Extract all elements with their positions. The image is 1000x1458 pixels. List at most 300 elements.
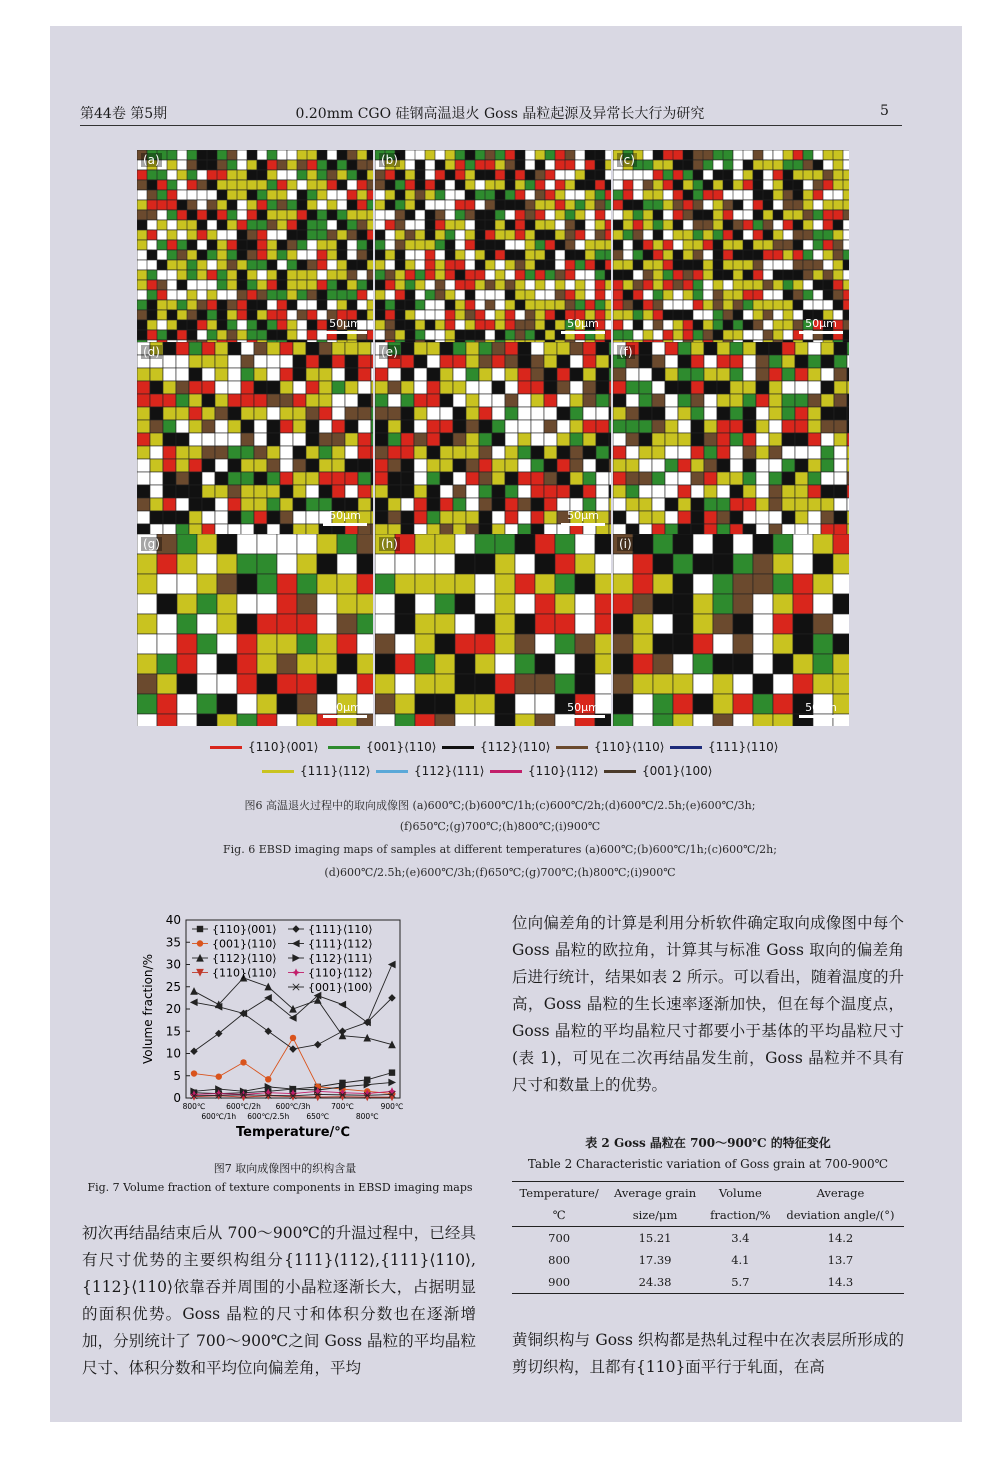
grain xyxy=(375,714,395,726)
grain xyxy=(280,407,293,420)
grain xyxy=(137,407,150,420)
grain xyxy=(395,554,415,574)
grain xyxy=(495,554,515,574)
grain xyxy=(730,342,743,355)
grain xyxy=(401,433,414,446)
grain xyxy=(769,342,782,355)
grain xyxy=(197,270,207,280)
grain xyxy=(228,524,241,534)
grain xyxy=(557,420,570,433)
grain xyxy=(717,407,730,420)
grain xyxy=(535,574,555,594)
grain xyxy=(371,459,373,472)
table-cell: 4.1 xyxy=(731,1253,750,1267)
grain xyxy=(555,594,575,614)
grain xyxy=(613,446,626,459)
grain xyxy=(555,534,575,554)
grain xyxy=(808,407,821,420)
table-cell: 13.7 xyxy=(827,1253,854,1267)
grain xyxy=(834,511,847,524)
grain xyxy=(665,394,678,407)
grain xyxy=(773,574,793,594)
grain xyxy=(319,368,332,381)
header-rule xyxy=(80,125,902,126)
grain xyxy=(833,280,843,290)
grain xyxy=(466,420,479,433)
grain xyxy=(293,433,306,446)
grain xyxy=(357,634,373,654)
grain xyxy=(177,654,197,674)
grain xyxy=(367,210,373,220)
grain xyxy=(375,524,388,534)
grain xyxy=(317,654,337,674)
grain xyxy=(357,260,368,270)
grain xyxy=(197,290,207,300)
grain xyxy=(150,381,163,394)
grain xyxy=(375,446,388,459)
y-tick-label: 15 xyxy=(165,1024,181,1039)
grain xyxy=(803,250,813,260)
grain xyxy=(415,614,435,634)
grain xyxy=(414,368,427,381)
grain xyxy=(596,485,609,498)
grain xyxy=(678,433,691,446)
grain xyxy=(570,355,583,368)
grain xyxy=(753,654,773,674)
grain xyxy=(215,381,228,394)
chart-svg xyxy=(138,910,478,1160)
grain xyxy=(795,446,808,459)
grain xyxy=(795,407,808,420)
grain xyxy=(332,472,345,485)
grain xyxy=(167,240,178,250)
grain xyxy=(319,394,332,407)
grain xyxy=(733,150,744,160)
grain xyxy=(673,694,693,714)
grain xyxy=(595,574,611,594)
grain xyxy=(717,485,730,498)
grain xyxy=(375,511,388,524)
grain xyxy=(150,394,163,407)
grain xyxy=(653,554,673,574)
grain xyxy=(367,320,373,330)
grain xyxy=(605,150,611,160)
grain xyxy=(505,381,518,394)
grain xyxy=(215,511,228,524)
scale-label: 50μm xyxy=(329,317,361,330)
grain xyxy=(557,459,570,472)
grain xyxy=(544,381,557,394)
grain xyxy=(821,420,834,433)
grain xyxy=(415,594,435,614)
grain xyxy=(163,524,176,534)
grain xyxy=(693,554,713,574)
grain xyxy=(583,459,596,472)
grain xyxy=(704,459,717,472)
grain xyxy=(189,342,202,355)
grain xyxy=(327,200,338,210)
grain xyxy=(401,459,414,472)
grain xyxy=(808,420,821,433)
grain xyxy=(492,459,505,472)
grain xyxy=(847,433,849,446)
grain xyxy=(197,200,207,210)
figure6-caption-cn-1: 图6 高温退火过程中的取向成像图 (a)600℃;(b)600℃/1h;(c)600℃/2h;(d)600℃/2.5h;(e)600℃/3h; xyxy=(244,799,756,812)
grain xyxy=(639,394,652,407)
grain xyxy=(653,714,673,726)
grain xyxy=(575,160,585,170)
grain xyxy=(177,160,187,170)
grain xyxy=(570,485,583,498)
grain xyxy=(782,420,795,433)
ebsd-grain-map xyxy=(137,150,373,342)
grain xyxy=(683,230,694,240)
grain xyxy=(375,694,395,714)
data-point xyxy=(293,926,299,932)
grain xyxy=(733,260,744,270)
grain xyxy=(652,472,665,485)
grain xyxy=(332,433,345,446)
grain xyxy=(769,485,782,498)
grain xyxy=(704,433,717,446)
grain xyxy=(317,574,337,594)
grain xyxy=(743,472,756,485)
grain xyxy=(197,180,208,190)
grain xyxy=(415,240,426,250)
data-point xyxy=(293,940,299,946)
grain xyxy=(678,485,691,498)
grain xyxy=(375,614,395,634)
grain xyxy=(427,355,440,368)
grain xyxy=(157,674,177,694)
grain xyxy=(375,381,388,394)
legend-item xyxy=(490,764,598,778)
grain xyxy=(730,498,743,511)
x-tick-label: 650℃ xyxy=(306,1112,330,1121)
grain xyxy=(479,433,492,446)
grain xyxy=(652,511,665,524)
goss-grain-table xyxy=(512,1181,904,1294)
grain xyxy=(639,459,652,472)
grain xyxy=(453,485,466,498)
grain xyxy=(357,554,373,574)
grain xyxy=(475,574,495,594)
grain xyxy=(317,594,337,614)
grain xyxy=(176,524,189,534)
grain xyxy=(217,554,237,574)
grain xyxy=(756,446,769,459)
grain xyxy=(280,381,293,394)
grain xyxy=(287,190,298,200)
grain xyxy=(613,694,633,714)
data-point xyxy=(191,999,197,1005)
grain xyxy=(843,300,849,310)
grain xyxy=(518,459,531,472)
grain xyxy=(137,574,157,594)
ebsd-grain-map xyxy=(613,150,849,342)
grain xyxy=(189,498,202,511)
grain xyxy=(247,210,258,220)
grain xyxy=(293,472,306,485)
grain xyxy=(137,524,150,534)
grain xyxy=(337,534,357,554)
grain xyxy=(717,498,730,511)
grain xyxy=(189,407,202,420)
grain xyxy=(306,420,319,433)
grain xyxy=(713,320,724,330)
grain xyxy=(358,342,371,355)
grain xyxy=(813,614,833,634)
grain xyxy=(293,485,306,498)
grain xyxy=(375,407,388,420)
grain xyxy=(756,498,769,511)
grain xyxy=(583,355,596,368)
table-cell: 14.2 xyxy=(827,1231,854,1245)
grain xyxy=(613,574,633,594)
grain xyxy=(847,368,849,381)
grain xyxy=(228,472,241,485)
grain xyxy=(613,407,626,420)
grain xyxy=(495,714,515,726)
grain xyxy=(137,300,148,310)
grain xyxy=(678,355,691,368)
grain xyxy=(763,310,773,320)
ebsd-grain-map xyxy=(375,534,611,726)
ebsd-grain-map xyxy=(137,342,373,534)
grain xyxy=(306,342,319,355)
panel-label: (i) xyxy=(619,537,632,551)
grain xyxy=(633,280,644,290)
grain xyxy=(147,230,157,240)
grain xyxy=(678,381,691,394)
grain xyxy=(535,190,545,200)
grain xyxy=(544,394,557,407)
grain xyxy=(241,355,254,368)
panel-label: (e) xyxy=(381,345,398,359)
grain xyxy=(531,446,544,459)
grain xyxy=(254,381,267,394)
y-tick-label: 20 xyxy=(165,1002,181,1016)
grain xyxy=(401,407,414,420)
grain xyxy=(357,594,373,614)
grain xyxy=(505,394,518,407)
grain xyxy=(570,446,583,459)
grain xyxy=(665,407,678,420)
grain xyxy=(215,342,228,355)
scale-line xyxy=(799,331,843,334)
grain xyxy=(596,355,609,368)
grain xyxy=(306,459,319,472)
grain xyxy=(713,290,724,300)
table2-title-cn: 表 2 Goss 晶粒在 700～900℃ 的特征变化 xyxy=(585,1136,831,1150)
grain xyxy=(371,433,373,446)
grain xyxy=(280,394,293,407)
grain xyxy=(813,170,823,180)
grain xyxy=(414,459,427,472)
grain xyxy=(215,498,228,511)
grain xyxy=(773,554,793,574)
grain xyxy=(267,190,278,200)
grain xyxy=(332,420,345,433)
grain xyxy=(665,472,678,485)
grain xyxy=(371,368,373,381)
grain xyxy=(847,498,849,511)
grain xyxy=(505,420,518,433)
grain xyxy=(337,260,347,270)
grain xyxy=(492,511,505,524)
grain xyxy=(319,342,332,355)
grain xyxy=(280,485,293,498)
grain xyxy=(395,574,415,594)
grain xyxy=(639,433,652,446)
table-header-cell: Temperature/ xyxy=(512,1182,606,1205)
grain xyxy=(277,714,297,726)
grain xyxy=(717,368,730,381)
grain xyxy=(605,190,611,200)
scale-line xyxy=(561,523,605,526)
grain xyxy=(843,190,849,200)
grain xyxy=(277,330,287,340)
y-axis-label: Volume fraction/% xyxy=(141,954,155,1064)
grain xyxy=(440,446,453,459)
grain xyxy=(808,459,821,472)
grain xyxy=(753,634,773,654)
grain xyxy=(405,330,416,340)
grain xyxy=(319,407,332,420)
grain xyxy=(401,342,414,355)
grain xyxy=(228,420,241,433)
grain xyxy=(163,407,176,420)
grain xyxy=(241,498,254,511)
grain xyxy=(544,420,557,433)
grain xyxy=(347,250,357,260)
grain xyxy=(834,433,847,446)
grain xyxy=(189,355,202,368)
grain xyxy=(163,485,176,498)
grain xyxy=(485,220,496,230)
grain xyxy=(440,472,453,485)
grain xyxy=(332,394,345,407)
grain xyxy=(440,511,453,524)
grain xyxy=(293,368,306,381)
grain xyxy=(479,498,492,511)
grain xyxy=(585,300,595,310)
grain xyxy=(337,674,357,694)
grain xyxy=(197,300,207,310)
grain xyxy=(633,654,653,674)
grain xyxy=(147,190,158,200)
table-row xyxy=(512,1249,904,1271)
grain xyxy=(385,170,396,180)
grain xyxy=(453,433,466,446)
scale-line xyxy=(799,715,843,718)
grain xyxy=(808,472,821,485)
grain xyxy=(821,407,834,420)
grain xyxy=(241,511,254,524)
grain xyxy=(227,240,238,250)
grain xyxy=(769,472,782,485)
ebsd-map-panel xyxy=(613,150,849,342)
x-axis-label: Temperature/℃ xyxy=(236,1125,350,1140)
grain xyxy=(623,320,634,330)
grain xyxy=(257,714,277,726)
grain xyxy=(763,220,773,230)
grain xyxy=(306,511,319,524)
grain xyxy=(535,714,555,726)
grain xyxy=(515,574,535,594)
grain xyxy=(795,498,808,511)
data-point xyxy=(293,955,299,961)
grain xyxy=(639,524,652,534)
grain xyxy=(217,594,237,614)
data-point xyxy=(290,1035,296,1041)
scale-label: 50μm xyxy=(567,317,599,330)
grain xyxy=(605,300,611,310)
grain xyxy=(228,394,241,407)
grain xyxy=(395,654,415,674)
paragraph-left: 初次再结晶结束后从 700～900℃的升温过程中，已经具有尺寸优势的主要织构组分{111}⟨112⟩,{111}⟨110⟩,{112}⟨110⟩依靠吞并周围的小晶粒逐渐长大，占据明显的面积优势。Goss 晶粒的尺寸和体积分数也在逐渐增加，分别统计了 700～900℃之间 Goss 晶粒的平均晶粒尺寸、体积分数和平均位向偏差角，平均 xyxy=(82,1224,476,1377)
grain xyxy=(197,594,217,614)
grain xyxy=(317,534,337,554)
grain xyxy=(833,594,849,614)
grain xyxy=(357,170,367,180)
grain xyxy=(414,407,427,420)
grain xyxy=(280,368,293,381)
grain xyxy=(280,446,293,459)
grain xyxy=(557,381,570,394)
grain xyxy=(847,420,849,433)
grain xyxy=(415,260,425,270)
grain xyxy=(653,180,664,190)
grain xyxy=(375,574,395,594)
grain xyxy=(453,524,466,534)
grain xyxy=(466,524,479,534)
grain xyxy=(693,654,713,674)
grain xyxy=(535,280,546,290)
grain xyxy=(197,714,217,726)
grain xyxy=(337,250,348,260)
table-cell: 15.21 xyxy=(638,1231,672,1245)
grain xyxy=(367,300,373,310)
grain xyxy=(793,180,803,190)
x-tick-label: 700℃ xyxy=(331,1102,354,1111)
grain xyxy=(833,250,844,260)
grain xyxy=(401,498,414,511)
data-point xyxy=(265,1076,271,1082)
grain xyxy=(596,368,609,381)
grain xyxy=(678,459,691,472)
grain xyxy=(717,394,730,407)
grain xyxy=(583,381,596,394)
grain xyxy=(585,270,595,280)
grain xyxy=(557,355,570,368)
grain xyxy=(375,485,388,498)
grain xyxy=(793,534,813,554)
grain xyxy=(345,355,358,368)
grain xyxy=(743,433,756,446)
grain xyxy=(665,524,678,534)
grain xyxy=(515,250,526,260)
table-row xyxy=(512,1227,904,1250)
grain xyxy=(834,407,847,420)
grain xyxy=(337,634,357,654)
grain xyxy=(215,368,228,381)
grain xyxy=(609,511,611,524)
grain xyxy=(307,290,317,300)
grain xyxy=(357,674,373,694)
grain xyxy=(595,534,611,554)
grain xyxy=(237,554,257,574)
